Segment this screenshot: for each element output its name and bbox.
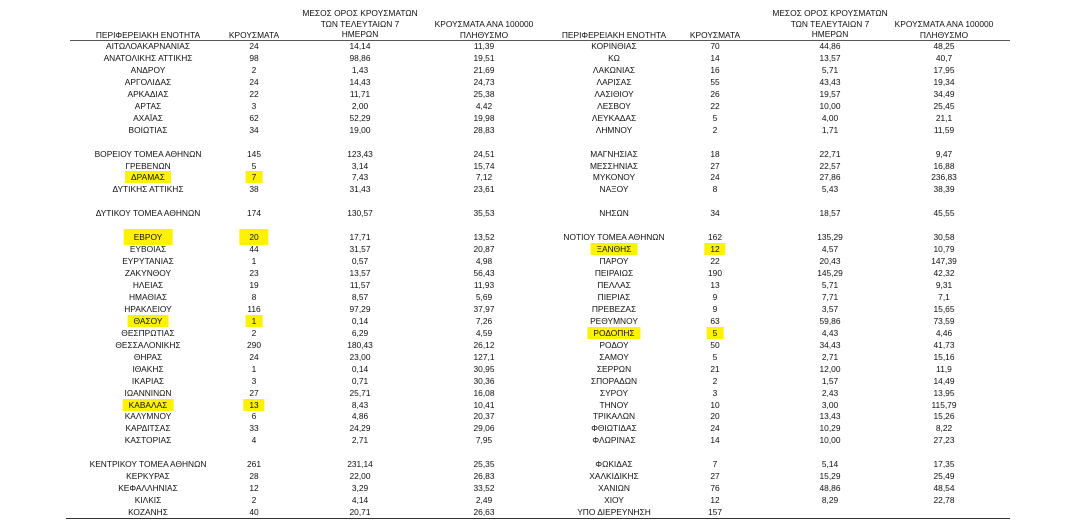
left-row-35-per: 25,35 — [473, 459, 495, 470]
left-row-6-per: 19,98 — [473, 112, 495, 123]
right-row-19-per: 42,32 — [933, 268, 955, 279]
left-row-17-cases: 44 — [249, 244, 259, 255]
left-row-33-cases: 4 — [251, 435, 257, 446]
right-row-25-avg: 34,43 — [819, 339, 841, 350]
left-row-0-avg: 14,14 — [349, 41, 371, 51]
left-row-37-avg: 3,29 — [351, 483, 369, 494]
header-region-right: ΠΕΡΙΦΕΡΕΙΑΚΗ ΕΝΟΤΗΤΑ — [561, 30, 667, 40]
right-row-21-cases: 9 — [712, 291, 718, 302]
right-row-28-name: ΣΠΟΡΑΔΩΝ — [590, 375, 638, 386]
right-row-16-cases: 162 — [708, 232, 722, 243]
left-row-18-name: ΕΥΡΥΤΑΝΙΑΣ — [122, 256, 174, 267]
left-row-19-name: ΖΑΚΥΝΘΟΥ — [124, 268, 172, 279]
right-row-2-avg: 5,71 — [821, 64, 839, 75]
right-row-28-cases: 2 — [712, 375, 718, 386]
left-row-7-per: 28,83 — [473, 124, 495, 135]
right-row-12-name: ΝΑΞΟΥ — [599, 184, 629, 195]
right-row-7-cases: 2 — [712, 124, 718, 135]
right-row-29-cases: 3 — [712, 387, 718, 398]
right-row-12-avg: 5,43 — [821, 184, 839, 195]
left-row-22-per: 37,97 — [473, 303, 495, 314]
right-row-25-name: ΡΟΔΟΥ — [599, 339, 629, 350]
right-row-20-name: ΠΕΛΛΑΣ — [597, 280, 631, 290]
left-row-29-cases: 27 — [249, 387, 259, 398]
right-row-26-avg: 2,71 — [821, 351, 839, 362]
right-row-3-avg: 43,43 — [819, 76, 841, 87]
left-row-26-per: 127,1 — [473, 351, 495, 362]
left-row-26-name: ΘΗΡΑΣ — [133, 351, 163, 362]
left-row-35-name: ΚΕΝΤΡΙΚΟΥ ΤΟΜΕΑ ΑΘΗΝΩΝ — [89, 459, 207, 470]
left-row-6-cases: 62 — [249, 112, 259, 123]
left-row-4-cases: 22 — [249, 88, 259, 99]
right-row-30-avg: 3,00 — [821, 399, 839, 410]
right-row-2-name: ΛΑΚΩΝΙΑΣ — [592, 64, 636, 75]
left-row-0-name: ΑΙΤΩΛΟΑΚΑΡΝΑΝΙΑΣ — [105, 41, 191, 51]
left-row-29-avg: 25,71 — [349, 387, 371, 398]
right-row-2-per: 17,95 — [933, 64, 955, 75]
right-row-19-cases: 190 — [708, 268, 722, 279]
left-row-10-per: 15,74 — [473, 160, 495, 171]
right-row-16-avg: 135,29 — [817, 232, 843, 243]
right-row-2-cases: 16 — [710, 64, 720, 75]
right-row-19-avg: 145,29 — [817, 268, 843, 279]
right-row-27-avg: 12,00 — [819, 363, 841, 374]
left-row-32-cases: 33 — [249, 423, 259, 434]
right-row-22-per: 15,65 — [933, 303, 955, 314]
left-row-16-cases: 20 — [239, 232, 268, 242]
right-row-22-name: ΠΡΕΒΕΖΑΣ — [591, 303, 637, 314]
left-row-36-per: 26,83 — [473, 471, 495, 482]
left-row-26-avg: 23,00 — [349, 351, 371, 362]
right-row-32-cases: 24 — [710, 423, 720, 434]
right-row-21-name: ΠΙΕΡΙΑΣ — [597, 291, 631, 302]
right-row-1-cases: 14 — [710, 52, 720, 63]
right-row-29-name: ΣΥΡΟΥ — [599, 387, 629, 398]
right-row-22-cases: 9 — [712, 303, 718, 314]
right-row-4-name: ΛΑΣΙΘΙΟΥ — [594, 88, 634, 99]
right-row-25-per: 41,73 — [933, 339, 955, 350]
left-row-5-cases: 3 — [251, 100, 257, 111]
left-row-31-avg: 4,86 — [351, 411, 369, 422]
right-row-17-avg: 4,57 — [821, 244, 839, 255]
left-row-12-name: ΔΥΤΙΚΗΣ ΑΤΤΙΚΗΣ — [112, 184, 184, 195]
right-row-20-cases: 13 — [710, 280, 720, 290]
left-row-39-per: 26,63 — [473, 507, 495, 518]
right-row-35-cases: 7 — [712, 459, 718, 470]
left-row-37-per: 33,52 — [473, 483, 495, 494]
left-row-17-per: 20,87 — [473, 244, 495, 255]
left-row-24-cases: 2 — [251, 327, 257, 338]
left-row-16-per: 13,52 — [473, 232, 495, 243]
left-row-1-avg: 98,86 — [349, 52, 371, 63]
right-row-10-cases: 27 — [710, 160, 720, 171]
left-row-37-name: ΚΕΦΑΛΛΗΝΙΑΣ — [118, 483, 178, 494]
left-row-11-per: 7,12 — [475, 172, 493, 183]
left-row-9-cases: 145 — [247, 148, 261, 159]
right-row-6-cases: 5 — [712, 112, 718, 123]
right-row-0-per: 48,25 — [933, 41, 955, 51]
left-row-23-per: 7,26 — [475, 315, 493, 326]
left-row-32-name: ΚΑΡΔΙΤΣΑΣ — [125, 423, 171, 434]
header-avg-right: ΜΕΣΟΣ ΟΡΟΣ ΚΡΟΥΣΜΑΤΩΝ ΤΩΝ ΤΕΛΕΥΤΑΙΩΝ 7 ΗΜΕΡΩΝ — [772, 8, 888, 39]
left-row-21-per: 5,69 — [475, 291, 493, 302]
left-row-18-avg: 0,57 — [351, 256, 369, 267]
left-row-16-name: ΕΒΡΟΥ — [124, 232, 173, 242]
right-row-6-avg: 4,00 — [821, 112, 839, 123]
left-row-6-name: ΑΧΑΪΑΣ — [133, 112, 163, 123]
left-row-0-per: 11,39 — [473, 41, 495, 51]
right-row-28-avg: 1,57 — [821, 375, 839, 386]
left-row-14-per: 35,53 — [473, 208, 495, 219]
right-row-18-avg: 20,43 — [819, 256, 841, 267]
right-row-26-per: 15,16 — [933, 351, 955, 362]
left-row-5-name: ΑΡΤΑΣ — [134, 100, 162, 111]
right-row-19-name: ΠΕΙΡΑΙΩΣ — [594, 268, 634, 279]
left-row-19-cases: 23 — [249, 268, 259, 279]
right-row-1-per: 40,7 — [935, 52, 953, 63]
right-row-32-avg: 10,29 — [819, 423, 841, 434]
right-row-38-per: 22,78 — [933, 495, 955, 506]
right-row-35-avg: 5,14 — [821, 459, 839, 470]
right-row-32-per: 8,22 — [935, 423, 953, 434]
left-row-24-avg: 6,29 — [351, 327, 369, 338]
left-row-7-cases: 34 — [249, 124, 259, 135]
left-row-22-cases: 116 — [247, 303, 261, 314]
left-row-19-per: 56,43 — [473, 268, 495, 279]
right-row-29-avg: 2,43 — [821, 387, 839, 398]
right-row-12-per: 38,39 — [933, 184, 955, 195]
right-row-39-name: ΥΠΟ ΔΙΕΡΕΥΝΗΣΗ — [577, 507, 651, 518]
right-row-14-per: 45,55 — [933, 208, 955, 219]
left-row-30-cases: 13 — [243, 400, 264, 410]
left-row-22-name: ΗΡΑΚΛΕΙΟΥ — [124, 303, 172, 314]
left-row-27-avg: 0,14 — [351, 363, 369, 374]
right-row-37-avg: 48,86 — [819, 483, 841, 494]
right-row-27-name: ΣΕΡΡΩΝ — [596, 363, 632, 374]
left-row-30-avg: 8,43 — [351, 399, 369, 410]
right-row-31-per: 15,26 — [933, 411, 955, 422]
left-row-12-per: 23,61 — [473, 184, 495, 195]
right-row-6-name: ΛΕΥΚΑΔΑΣ — [591, 112, 637, 123]
right-row-27-cases: 21 — [710, 363, 720, 374]
left-row-14-avg: 130,57 — [347, 208, 373, 219]
left-row-11-avg: 7,43 — [351, 172, 369, 183]
left-row-16-avg: 17,71 — [349, 232, 371, 243]
left-row-28-per: 30,36 — [473, 375, 495, 386]
left-row-1-per: 19,51 — [473, 52, 495, 63]
right-row-36-name: ΧΑΛΚΙΔΙΚΗΣ — [589, 471, 639, 482]
right-row-33-cases: 14 — [710, 435, 720, 446]
left-row-5-avg: 2,00 — [351, 100, 369, 111]
left-row-1-cases: 98 — [249, 52, 259, 63]
right-row-25-cases: 50 — [710, 339, 720, 350]
left-row-1-name: ΑΝΑΤΟΛΙΚΗΣ ΑΤΤΙΚΗΣ — [103, 52, 193, 63]
right-row-33-name: ΦΛΩΡΙΝΑΣ — [592, 435, 636, 446]
right-row-5-cases: 22 — [710, 100, 720, 111]
right-row-26-cases: 5 — [712, 351, 718, 362]
right-row-7-per: 11,59 — [933, 124, 955, 135]
left-row-32-per: 29,06 — [473, 423, 495, 434]
left-row-18-per: 4,98 — [475, 256, 493, 267]
right-row-3-per: 19,34 — [933, 76, 955, 87]
left-row-36-name: ΚΕΡΚΥΡΑΣ — [126, 471, 170, 482]
left-row-28-avg: 0,71 — [351, 375, 369, 386]
left-row-33-per: 7,95 — [475, 435, 493, 446]
right-row-37-per: 48,54 — [933, 483, 955, 494]
right-row-24-cases: 5 — [707, 328, 724, 338]
left-row-11-cases: 7 — [246, 172, 263, 182]
right-row-38-cases: 12 — [710, 495, 720, 506]
right-row-14-avg: 18,57 — [819, 208, 841, 219]
right-row-20-avg: 5,71 — [821, 280, 839, 290]
left-row-23-avg: 0,14 — [351, 315, 369, 326]
right-row-11-cases: 24 — [710, 172, 720, 183]
left-row-25-avg: 180,43 — [347, 339, 373, 350]
right-row-32-name: ΦΘΙΩΤΙΔΑΣ — [591, 423, 637, 434]
left-row-36-cases: 28 — [249, 471, 259, 482]
header-cases-left: ΚΡΟΥΣΜΑΤΑ — [228, 30, 280, 40]
right-row-11-per: 236,83 — [931, 172, 957, 183]
header-region-left: ΠΕΡΙΦΕΡΕΙΑΚΗ ΕΝΟΤΗΤΑ — [95, 30, 201, 40]
left-row-31-cases: 6 — [251, 411, 257, 422]
left-row-11-name: ΔΡΑΜΑΣ — [125, 172, 171, 182]
right-row-16-per: 30,58 — [933, 232, 955, 243]
left-row-25-per: 26,12 — [473, 339, 495, 350]
right-row-31-cases: 20 — [710, 411, 720, 422]
left-row-27-per: 30,95 — [473, 363, 495, 374]
right-row-17-per: 10,79 — [933, 244, 955, 255]
right-row-17-cases: 12 — [704, 244, 725, 254]
left-row-10-name: ΓΡΕΒΕΝΩΝ — [125, 160, 171, 171]
left-row-33-avg: 2,71 — [351, 435, 369, 446]
right-row-10-avg: 22,57 — [819, 160, 841, 171]
left-row-2-cases: 2 — [251, 64, 257, 75]
left-row-38-name: ΚΙΛΚΙΣ — [134, 495, 162, 506]
right-row-24-per: 4,46 — [935, 327, 953, 338]
right-row-9-avg: 22,71 — [819, 148, 841, 159]
header-divider — [70, 40, 1010, 41]
left-row-35-avg: 231,14 — [347, 459, 373, 470]
left-row-24-name: ΘΕΣΠΡΩΤΙΑΣ — [121, 327, 175, 338]
left-row-31-per: 20,37 — [473, 411, 495, 422]
right-row-35-per: 17,35 — [933, 459, 955, 470]
right-row-11-name: ΜΥΚΟΝΟΥ — [592, 172, 636, 183]
left-row-10-cases: 5 — [251, 160, 257, 171]
bottom-rule — [66, 518, 1010, 519]
left-row-36-avg: 22,00 — [349, 471, 371, 482]
right-row-37-cases: 76 — [710, 483, 720, 494]
right-row-31-avg: 13,43 — [819, 411, 841, 422]
right-row-36-cases: 27 — [710, 471, 720, 482]
left-row-2-name: ΑΝΔΡΟΥ — [130, 64, 166, 75]
right-row-10-per: 16,88 — [933, 160, 955, 171]
left-row-3-per: 24,73 — [473, 76, 495, 87]
left-row-32-avg: 24,29 — [349, 423, 371, 434]
left-row-38-cases: 2 — [251, 495, 257, 506]
right-row-1-avg: 13,57 — [819, 52, 841, 63]
right-row-37-name: ΧΑΝΙΩΝ — [598, 483, 630, 494]
right-row-23-avg: 59,86 — [819, 315, 841, 326]
left-row-39-cases: 40 — [249, 507, 259, 518]
header-per100k-right: ΚΡΟΥΣΜΑΤΑ ΑΝΑ 100000 ΠΛΗΘΥΣΜΟ — [894, 19, 994, 40]
right-row-23-per: 73,59 — [933, 315, 955, 326]
left-row-25-cases: 290 — [247, 339, 261, 350]
right-row-14-cases: 34 — [710, 208, 720, 219]
right-row-21-per: 7,1 — [938, 291, 950, 302]
right-row-31-name: ΤΡΙΚΑΛΩΝ — [592, 411, 636, 422]
right-row-14-name: ΝΗΣΩΝ — [599, 208, 629, 219]
right-row-16-name: ΝΟΤΙΟΥ ΤΟΜΕΑ ΑΘΗΝΩΝ — [563, 232, 665, 243]
left-row-6-avg: 52,29 — [349, 112, 371, 123]
left-row-12-cases: 38 — [249, 184, 259, 195]
left-row-20-cases: 19 — [249, 280, 259, 290]
left-row-39-avg: 20,71 — [349, 507, 371, 518]
left-row-20-avg: 11,57 — [349, 280, 371, 290]
left-row-5-per: 4,42 — [475, 100, 493, 111]
left-row-30-per: 10,41 — [473, 399, 495, 410]
left-row-3-cases: 24 — [249, 76, 259, 87]
left-row-0-cases: 24 — [249, 41, 259, 51]
right-row-0-name: ΚΟΡΙΝΘΙΑΣ — [591, 41, 637, 51]
left-row-4-name: ΑΡΚΑΔΙΑΣ — [127, 88, 169, 99]
header-avg-left: ΜΕΣΟΣ ΟΡΟΣ ΚΡΟΥΣΜΑΤΩΝ ΤΩΝ ΤΕΛΕΥΤΑΙΩΝ 7 ΗΜΕΡΩΝ — [302, 8, 418, 39]
left-row-3-avg: 14,43 — [349, 76, 371, 87]
left-row-2-per: 21,69 — [473, 64, 495, 75]
right-row-10-name: ΜΕΣΣΗΝΙΑΣ — [589, 160, 639, 171]
left-row-9-name: ΒΟΡΕΙΟΥ ΤΟΜΕΑ ΑΘΗΝΩΝ — [94, 148, 202, 159]
right-row-24-avg: 4,43 — [821, 327, 839, 338]
left-row-20-per: 11,93 — [473, 280, 495, 290]
left-row-26-cases: 24 — [249, 351, 259, 362]
right-row-17-name: ΞΑΝΘΗΣ — [591, 244, 638, 254]
left-row-35-cases: 261 — [247, 459, 261, 470]
right-row-6-per: 21,1 — [935, 112, 953, 123]
left-row-31-name: ΚΑΛΥΜΝΟΥ — [124, 411, 172, 422]
right-row-3-name: ΛΑΡΙΣΑΣ — [596, 76, 632, 87]
left-row-23-name: ΘΑΣΟΥ — [128, 316, 169, 326]
left-row-9-per: 24,51 — [473, 148, 495, 159]
right-row-27-per: 11,9 — [936, 363, 952, 374]
right-row-9-cases: 18 — [710, 148, 720, 159]
right-row-29-per: 13,95 — [933, 387, 955, 398]
left-row-38-per: 2,49 — [475, 495, 493, 506]
left-row-25-name: ΘΕΣΣΑΛΟΝΙΚΗΣ — [115, 339, 181, 350]
left-row-29-name: ΙΩΑΝΝΙΝΩΝ — [124, 387, 172, 398]
right-row-12-cases: 8 — [712, 184, 718, 195]
right-row-1-name: ΚΩ — [608, 52, 620, 63]
right-row-23-cases: 63 — [710, 315, 720, 326]
left-row-27-cases: 1 — [251, 363, 257, 374]
left-row-28-cases: 3 — [251, 375, 257, 386]
left-row-7-name: ΒΟΙΩΤΙΑΣ — [128, 124, 168, 135]
right-row-36-per: 25,49 — [933, 471, 955, 482]
right-row-0-avg: 44,86 — [819, 41, 841, 51]
right-row-0-cases: 70 — [710, 41, 720, 51]
right-row-38-name: ΧΙΟΥ — [604, 495, 624, 506]
left-row-21-cases: 8 — [251, 291, 257, 302]
left-row-20-name: ΗΛΕΙΑΣ — [132, 280, 164, 290]
right-row-33-avg: 10,00 — [819, 435, 841, 446]
left-row-4-per: 25,38 — [473, 88, 495, 99]
left-row-9-avg: 123,43 — [347, 148, 373, 159]
right-row-9-name: ΜΑΓΝΗΣΙΑΣ — [590, 148, 638, 159]
right-row-7-name: ΛΗΜΝΟΥ — [595, 124, 633, 135]
right-row-18-cases: 22 — [710, 256, 720, 267]
left-row-21-name: ΗΜΑΘΙΑΣ — [128, 291, 168, 302]
right-row-23-name: ΡΕΘΥΜΝΟΥ — [590, 315, 638, 326]
right-row-4-per: 34,49 — [933, 88, 955, 99]
left-row-4-avg: 11,71 — [349, 88, 371, 99]
left-row-33-name: ΚΑΣΤΟΡΙΑΣ — [124, 435, 172, 446]
right-row-30-cases: 10 — [710, 399, 720, 410]
left-row-24-per: 4,59 — [475, 327, 493, 338]
right-row-4-cases: 26 — [710, 88, 720, 99]
left-row-14-cases: 174 — [247, 208, 261, 219]
right-row-5-per: 25,45 — [933, 100, 955, 111]
left-row-19-avg: 13,57 — [349, 268, 371, 279]
header-cases-right: ΚΡΟΥΣΜΑΤΑ — [689, 30, 741, 40]
right-row-36-avg: 15,29 — [819, 471, 841, 482]
left-row-37-cases: 12 — [249, 483, 259, 494]
right-row-5-avg: 10,00 — [819, 100, 841, 111]
right-row-11-avg: 27,86 — [819, 172, 841, 183]
header-per100k-left: ΚΡΟΥΣΜΑΤΑ ΑΝΑ 100000 ΠΛΗΘΥΣΜΟ — [434, 19, 534, 40]
right-row-18-per: 147,39 — [931, 256, 957, 267]
left-row-23-cases: 1 — [246, 316, 263, 326]
right-row-33-per: 27,23 — [933, 435, 955, 446]
left-row-2-avg: 1,43 — [351, 64, 369, 75]
right-row-18-name: ΠΑΡΟΥ — [599, 256, 629, 267]
left-row-30-name: ΚΑΒΑΛΑΣ — [123, 400, 174, 410]
left-row-3-name: ΑΡΓΟΛΙΔΑΣ — [124, 76, 172, 87]
left-row-22-avg: 97,29 — [349, 303, 371, 314]
right-row-22-avg: 3,57 — [821, 303, 839, 314]
left-row-38-avg: 4,14 — [351, 495, 369, 506]
right-row-35-name: ΦΩΚΙΔΑΣ — [595, 459, 633, 470]
left-row-17-name: ΕΥΒΟΙΑΣ — [129, 244, 167, 255]
right-row-20-per: 9,31 — [935, 280, 953, 290]
right-row-30-name: ΤΗΝΟΥ — [599, 399, 629, 410]
left-row-28-name: ΙΚΑΡΙΑΣ — [131, 375, 165, 386]
left-row-14-name: ΔΥΤΙΚΟΥ ΤΟΜΕΑ ΑΘΗΝΩΝ — [95, 208, 201, 219]
left-row-39-name: ΚΟΖΑΝΗΣ — [128, 507, 168, 518]
right-row-24-name: ΡΟΔΟΠΗΣ — [587, 328, 640, 338]
left-row-29-per: 16,08 — [473, 387, 495, 398]
left-row-12-avg: 31,43 — [349, 184, 371, 195]
right-row-39-cases: 157 — [708, 507, 722, 518]
right-row-3-cases: 55 — [710, 76, 720, 87]
right-row-26-name: ΣΑΜΟΥ — [599, 351, 629, 362]
right-row-5-name: ΛΕΣΒΟΥ — [597, 100, 631, 111]
right-row-4-avg: 19,57 — [819, 88, 841, 99]
right-row-38-avg: 8,29 — [821, 495, 839, 506]
right-row-28-per: 14,49 — [933, 375, 955, 386]
left-row-21-avg: 8,57 — [351, 291, 369, 302]
left-row-7-avg: 19,00 — [349, 124, 371, 135]
right-row-9-per: 9,47 — [935, 148, 953, 159]
right-row-21-avg: 7,71 — [821, 291, 839, 302]
left-row-17-avg: 31,57 — [349, 244, 371, 255]
left-row-27-name: ΙΘΑΚΗΣ — [132, 363, 164, 374]
right-row-7-avg: 1,71 — [821, 124, 839, 135]
right-row-30-per: 115,79 — [931, 399, 957, 410]
left-row-10-avg: 3,14 — [351, 160, 369, 171]
left-row-18-cases: 1 — [251, 256, 257, 267]
